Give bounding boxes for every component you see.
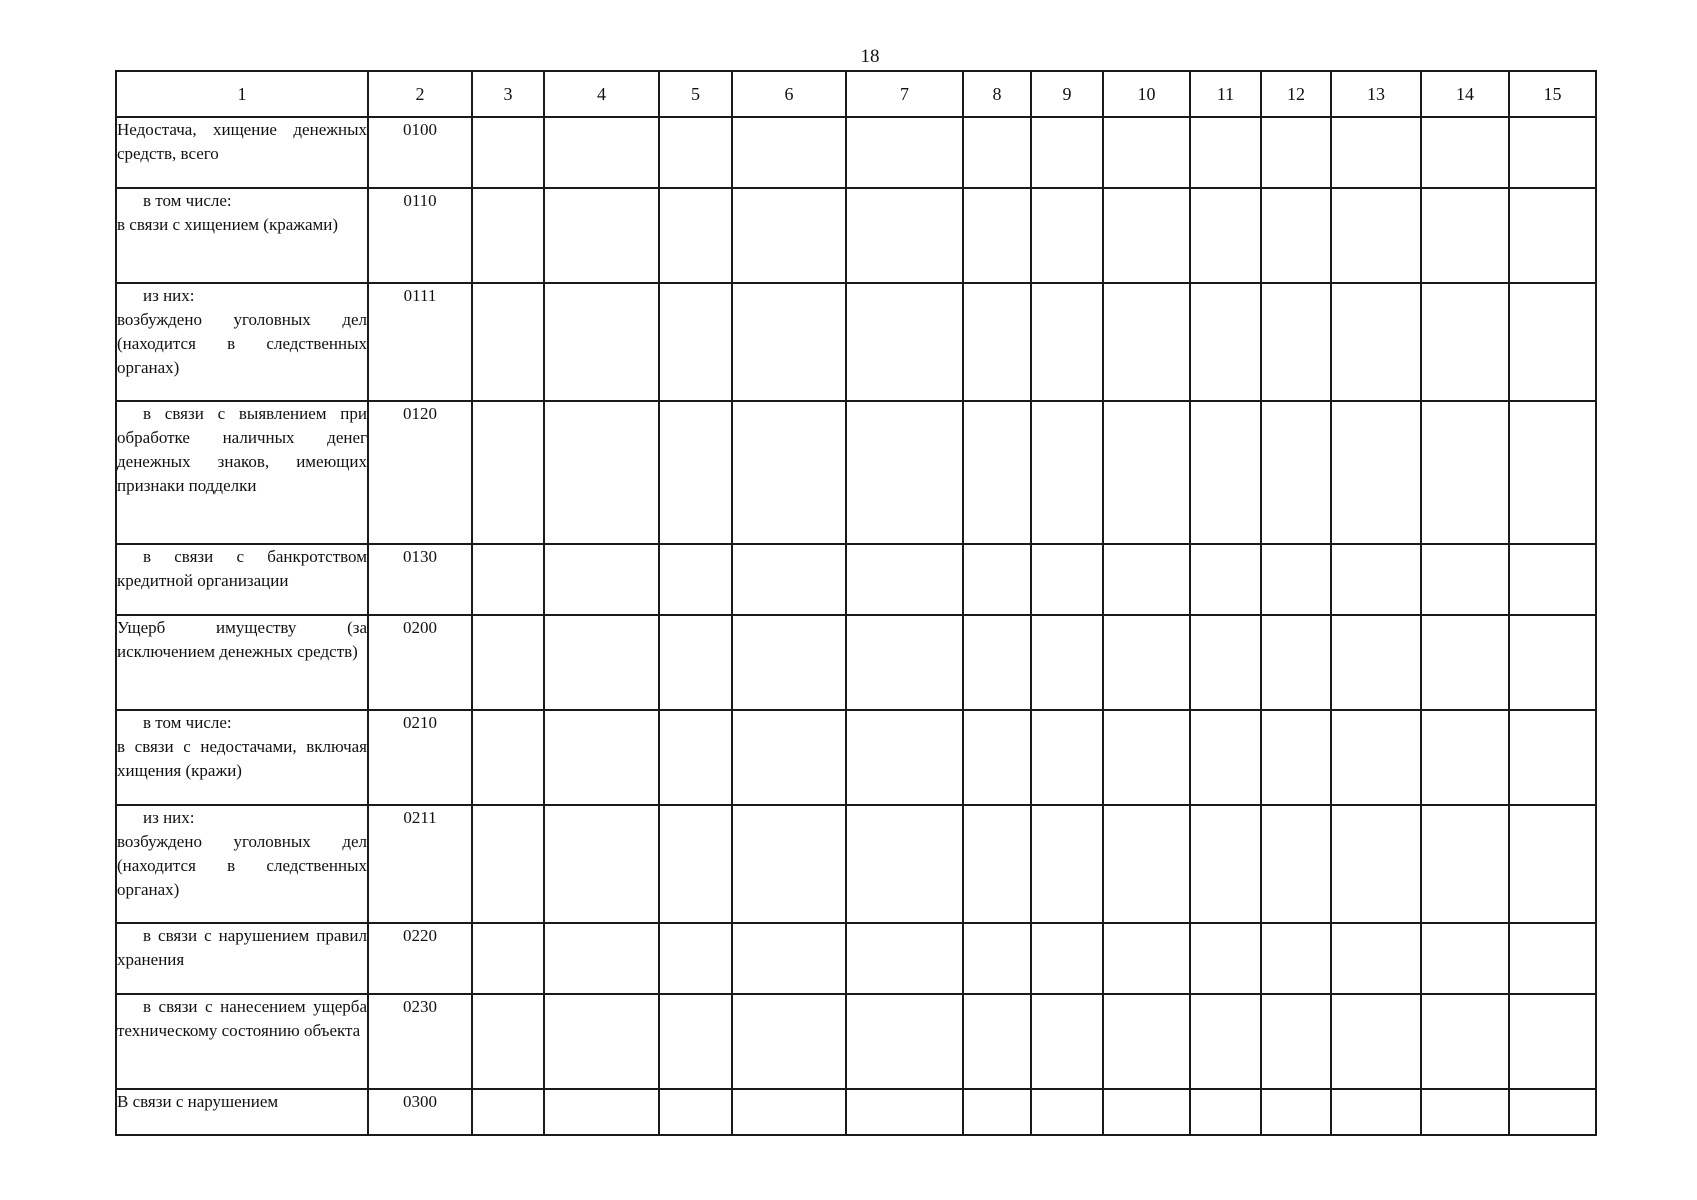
data-cell — [846, 401, 963, 544]
data-cell — [1190, 805, 1261, 923]
data-cell — [732, 994, 846, 1089]
row-code: 0210 — [368, 710, 472, 805]
data-cell — [846, 923, 963, 994]
data-cell — [963, 1089, 1031, 1135]
data-cell — [963, 615, 1031, 710]
data-cell — [732, 188, 846, 283]
data-cell — [846, 283, 963, 401]
row-label: в том числе: в связи с недостачами, включая хищения (кражи) — [116, 710, 368, 805]
data-cell — [732, 117, 846, 188]
table-row — [116, 615, 1596, 710]
data-cell — [1190, 544, 1261, 615]
data-cell — [1509, 805, 1596, 923]
row-code: 0110 — [368, 188, 472, 283]
table-row — [116, 994, 1596, 1089]
column-header: 10 — [1103, 71, 1190, 117]
row-code: 0100 — [368, 117, 472, 188]
data-cell — [1509, 283, 1596, 401]
data-cell — [1190, 994, 1261, 1089]
column-header: 12 — [1261, 71, 1331, 117]
data-cell — [544, 994, 659, 1089]
column-header: 5 — [659, 71, 732, 117]
table-row — [116, 283, 1596, 401]
data-cell — [963, 117, 1031, 188]
data-cell — [732, 805, 846, 923]
data-cell — [1421, 805, 1509, 923]
data-cell — [659, 544, 732, 615]
data-cell — [1190, 117, 1261, 188]
column-header: 14 — [1421, 71, 1509, 117]
data-cell — [1331, 923, 1421, 994]
data-cell — [659, 188, 732, 283]
data-cell — [1031, 188, 1103, 283]
data-cell — [1331, 805, 1421, 923]
data-cell — [1509, 710, 1596, 805]
data-cell — [544, 188, 659, 283]
data-cell — [659, 923, 732, 994]
page-number: 18 — [860, 46, 880, 67]
data-cell — [1421, 615, 1509, 710]
data-cell — [472, 994, 544, 1089]
data-cell — [846, 710, 963, 805]
row-label: из них: возбуждено уголовных дел (находится в следственных органах) — [116, 805, 368, 923]
data-cell — [963, 401, 1031, 544]
data-cell — [1031, 117, 1103, 188]
data-cell — [1031, 994, 1103, 1089]
data-cell — [1190, 401, 1261, 544]
data-cell — [1261, 1089, 1331, 1135]
data-cell — [846, 615, 963, 710]
data-cell — [1421, 710, 1509, 805]
data-cell — [472, 401, 544, 544]
data-cell — [544, 117, 659, 188]
data-cell — [732, 283, 846, 401]
row-label: в связи с банкротством кредитной организации — [116, 544, 368, 615]
data-cell — [1103, 615, 1190, 710]
data-cell — [1509, 117, 1596, 188]
column-header: 7 — [846, 71, 963, 117]
data-cell — [472, 923, 544, 994]
data-cell — [1509, 544, 1596, 615]
data-cell — [1103, 188, 1190, 283]
data-cell — [1261, 710, 1331, 805]
data-cell — [1331, 544, 1421, 615]
data-cell — [1031, 283, 1103, 401]
row-label: В связи с нарушением — [116, 1089, 368, 1135]
data-cell — [1190, 710, 1261, 805]
row-label: Ущерб имуществу (за исключением денежных средств) — [116, 615, 368, 710]
data-cell — [544, 923, 659, 994]
data-cell — [1331, 188, 1421, 283]
data-cell — [659, 117, 732, 188]
data-cell — [1331, 283, 1421, 401]
data-cell — [1031, 1089, 1103, 1135]
data-cell — [472, 615, 544, 710]
row-code: 0111 — [368, 283, 472, 401]
table-row — [116, 923, 1596, 994]
data-cell — [1261, 615, 1331, 710]
data-cell — [846, 188, 963, 283]
data-cell — [1031, 615, 1103, 710]
data-cell — [1031, 710, 1103, 805]
data-cell — [963, 710, 1031, 805]
row-label: в связи с нарушением правил хранения — [116, 923, 368, 994]
row-code: 0230 — [368, 994, 472, 1089]
table-row — [116, 1089, 1596, 1135]
data-cell — [472, 117, 544, 188]
data-cell — [659, 805, 732, 923]
data-cell — [544, 710, 659, 805]
data-cell — [1103, 117, 1190, 188]
data-cell — [1031, 401, 1103, 544]
column-header: 4 — [544, 71, 659, 117]
row-code: 0220 — [368, 923, 472, 994]
table-row — [116, 401, 1596, 544]
data-cell — [472, 805, 544, 923]
row-code: 0120 — [368, 401, 472, 544]
data-cell — [963, 923, 1031, 994]
data-cell — [963, 994, 1031, 1089]
data-cell — [1421, 1089, 1509, 1135]
data-cell — [1103, 710, 1190, 805]
data-cell — [1421, 401, 1509, 544]
data-cell — [1261, 994, 1331, 1089]
data-cell — [732, 923, 846, 994]
data-cell — [1421, 117, 1509, 188]
data-cell — [544, 544, 659, 615]
column-header: 11 — [1190, 71, 1261, 117]
data-cell — [1190, 283, 1261, 401]
data-cell — [472, 710, 544, 805]
table-row — [116, 188, 1596, 283]
data-cell — [1190, 188, 1261, 283]
data-cell — [963, 283, 1031, 401]
data-cell — [659, 615, 732, 710]
data-cell — [659, 994, 732, 1089]
data-cell — [1331, 615, 1421, 710]
data-cell — [846, 1089, 963, 1135]
data-cell — [1261, 805, 1331, 923]
row-label: из них: возбуждено уголовных дел (находится в следственных органах) — [116, 283, 368, 401]
data-cell — [963, 805, 1031, 923]
data-cell — [1103, 805, 1190, 923]
data-cell — [1261, 544, 1331, 615]
data-cell — [1103, 1089, 1190, 1135]
data-cell — [846, 805, 963, 923]
data-cell — [1331, 1089, 1421, 1135]
data-cell — [1509, 188, 1596, 283]
data-cell — [1331, 994, 1421, 1089]
data-cell — [659, 401, 732, 544]
row-code: 0130 — [368, 544, 472, 615]
row-code: 0300 — [368, 1089, 472, 1135]
data-cell — [963, 188, 1031, 283]
data-cell — [1031, 923, 1103, 994]
data-cell — [1103, 283, 1190, 401]
data-cell — [544, 283, 659, 401]
data-cell — [1509, 923, 1596, 994]
data-cell — [1103, 923, 1190, 994]
data-cell — [1331, 117, 1421, 188]
data-cell — [1509, 615, 1596, 710]
data-cell — [1509, 994, 1596, 1089]
data-cell — [1261, 188, 1331, 283]
column-header: 2 — [368, 71, 472, 117]
data-cell — [472, 283, 544, 401]
table-row — [116, 117, 1596, 188]
row-code: 0200 — [368, 615, 472, 710]
data-cell — [846, 994, 963, 1089]
data-cell — [732, 401, 846, 544]
table-body — [116, 117, 1596, 1135]
data-cell — [732, 615, 846, 710]
report-form-table — [115, 70, 1597, 1136]
data-cell — [1261, 117, 1331, 188]
data-cell — [472, 188, 544, 283]
data-cell — [1031, 544, 1103, 615]
data-cell — [544, 401, 659, 544]
data-cell — [1031, 805, 1103, 923]
data-cell — [1509, 1089, 1596, 1135]
row-label: Недостача, хищение денежных средств, всего — [116, 117, 368, 188]
data-cell — [659, 283, 732, 401]
column-header: 1 — [116, 71, 368, 117]
data-cell — [1103, 544, 1190, 615]
row-label: в связи с выявлением при обработке наличных денег денежных знаков, имеющих признаки подделки — [116, 401, 368, 544]
column-header: 3 — [472, 71, 544, 117]
data-cell — [659, 710, 732, 805]
column-number-header-row — [116, 71, 1596, 117]
table-row — [116, 805, 1596, 923]
data-cell — [1190, 615, 1261, 710]
data-cell — [732, 710, 846, 805]
row-label: в связи с нанесением ущерба техническому состоянию объекта — [116, 994, 368, 1089]
data-cell — [1190, 923, 1261, 994]
data-cell — [1421, 283, 1509, 401]
data-cell — [544, 615, 659, 710]
data-cell — [1331, 710, 1421, 805]
data-cell — [846, 544, 963, 615]
data-cell — [544, 1089, 659, 1135]
data-cell — [1103, 401, 1190, 544]
data-cell — [1261, 401, 1331, 544]
data-cell — [544, 805, 659, 923]
data-cell — [659, 1089, 732, 1135]
data-cell — [1103, 994, 1190, 1089]
data-cell — [1421, 994, 1509, 1089]
data-cell — [1421, 923, 1509, 994]
data-cell — [1190, 1089, 1261, 1135]
data-cell — [1261, 283, 1331, 401]
row-label: в том числе: в связи с хищением (кражами) — [116, 188, 368, 283]
data-cell — [472, 544, 544, 615]
data-cell — [1509, 401, 1596, 544]
data-cell — [963, 544, 1031, 615]
column-header: 6 — [732, 71, 846, 117]
data-cell — [1421, 544, 1509, 615]
column-header: 15 — [1509, 71, 1596, 117]
data-cell — [1331, 401, 1421, 544]
data-cell — [1261, 923, 1331, 994]
table-row — [116, 544, 1596, 615]
data-cell — [846, 117, 963, 188]
column-header: 13 — [1331, 71, 1421, 117]
data-cell — [1421, 188, 1509, 283]
data-cell — [732, 1089, 846, 1135]
data-cell — [472, 1089, 544, 1135]
row-code: 0211 — [368, 805, 472, 923]
column-header: 8 — [963, 71, 1031, 117]
data-cell — [732, 544, 846, 615]
table-row — [116, 710, 1596, 805]
column-header: 9 — [1031, 71, 1103, 117]
